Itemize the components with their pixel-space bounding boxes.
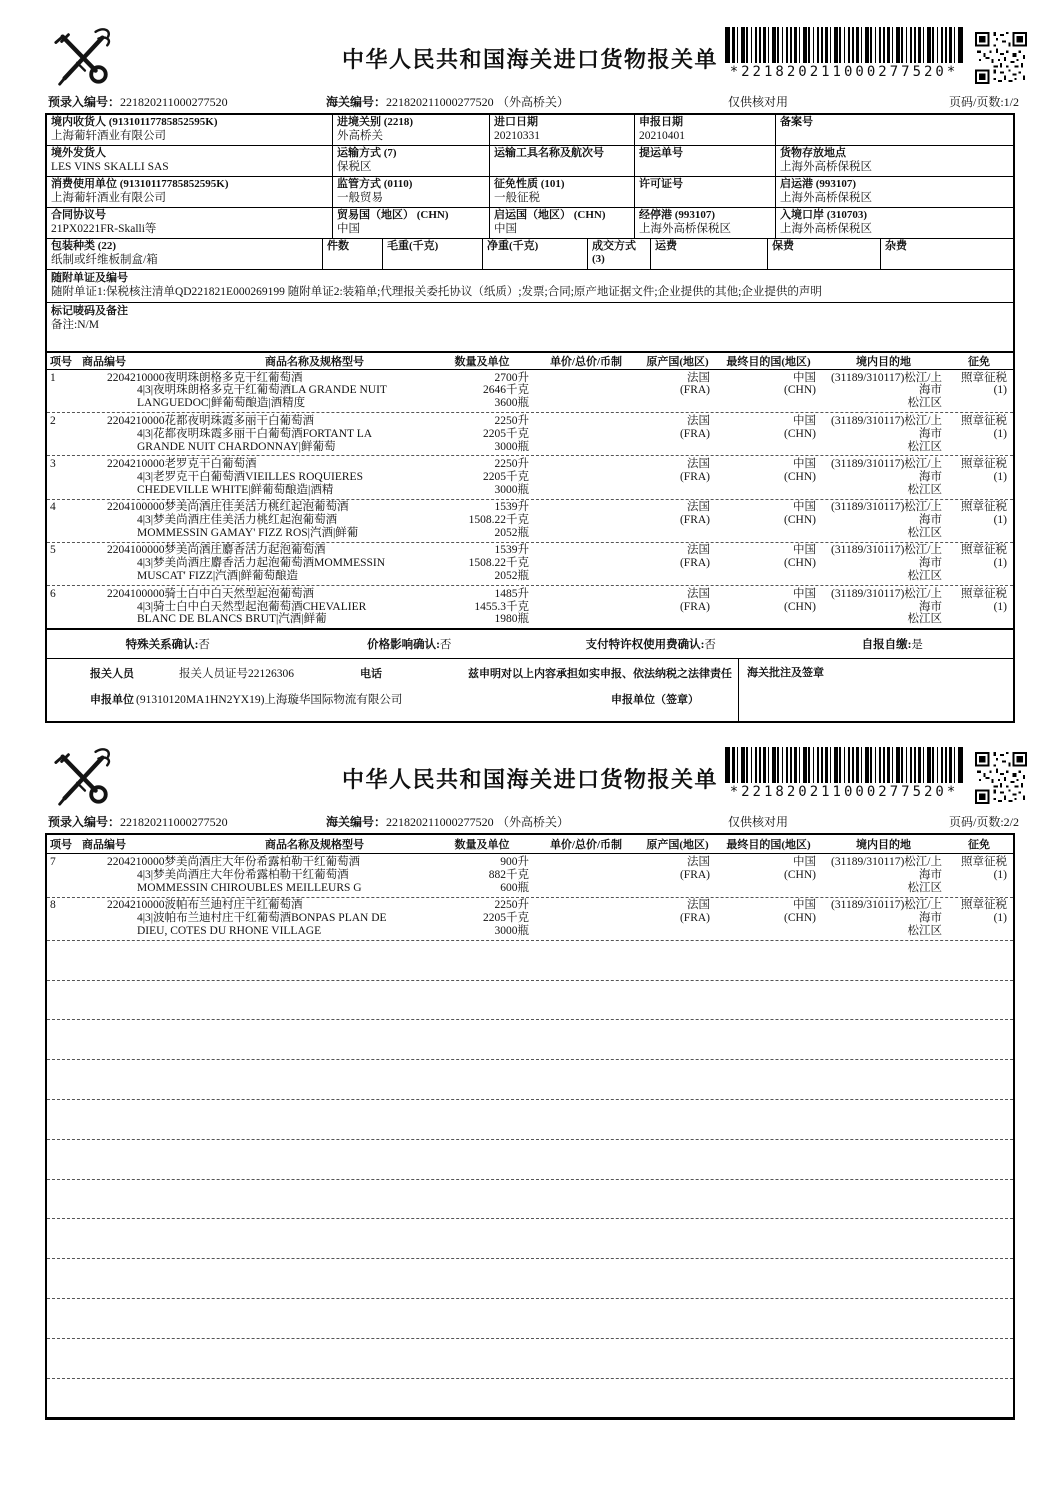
item-origin-country: 法国 (FRA) [679, 414, 710, 440]
item-code-name [82, 501, 432, 540]
customs-office: （外高桥关） [497, 95, 570, 109]
item-name-line2: 4|3|梦美尚酒庄大年份希露柏勒干红葡萄酒 [137, 868, 349, 881]
barcode-block [725, 27, 963, 80]
field-bill-no: 提运单号 [634, 146, 775, 176]
header-destination: 最终目的国(地区) [726, 839, 811, 852]
form-row-4 [47, 207, 1013, 238]
field-import-date: 进口日期 20210331 [489, 115, 634, 145]
field-declare-date: 申报日期 20210401 [634, 115, 775, 145]
field-pieces: 件数 [322, 239, 382, 269]
field-consumer-unit: 消费使用单位 (91310117785852595K) 上海葡轩酒业有限公司 [51, 178, 229, 204]
document-title: 中华人民共和国海关进口货物报关单 [341, 767, 719, 793]
item-domestic-destination: (31189/310117)松江/上海市 松江区 [831, 371, 942, 410]
empty-item-row [47, 980, 1013, 1020]
empty-item-row [47, 1218, 1013, 1258]
header-origin: 原产国(地区) [646, 839, 709, 852]
barcode-block [725, 747, 963, 800]
header-origin: 原产国(地区) [646, 356, 709, 368]
item-quantity: 1485升 1455.3千克 1980瓶 [474, 587, 529, 626]
item-name-line1: 波帕布兰迪村庄干红葡萄酒 [164, 899, 303, 912]
item-price [532, 544, 640, 583]
header-tax-mode: 征免 [968, 356, 990, 368]
items-list-page1 [47, 370, 1013, 628]
item-price [532, 415, 640, 454]
legal-statement: 兹申明对以上内容承担如实申报、依法纳税之法律责任 [468, 668, 732, 681]
header-hs-code: 商品编号 [82, 356, 126, 368]
declarant-label: 报关人员 [90, 668, 134, 681]
items-continuation-table [45, 833, 1015, 1420]
item-name-line3: BLANC DE BLANCS BRUT|汽酒|鲜葡 [137, 613, 327, 626]
barcode-text: *221820211000277520* [729, 64, 959, 80]
item-name-line1: 梦美尚酒庄大年份希露柏勒干红葡萄酒 [164, 855, 360, 868]
item-tax-mode: 照章征税 (1) [961, 371, 1007, 397]
item-origin-country: 法国 (FRA) [679, 899, 710, 924]
qr-code-icon [975, 32, 1027, 84]
item-destination-country: 中国 (CHN) [784, 414, 816, 440]
item-price [532, 501, 640, 540]
item-row [47, 499, 1013, 542]
item-name-line2: 4|3|老罗克干白葡萄酒VIEILLES ROQUIERES [137, 470, 363, 483]
item-origin-country: 法国 (FRA) [679, 501, 710, 527]
item-name-line3: CHEDEVILLE WHITE|鲜葡萄酿造|酒精 [137, 483, 334, 496]
header-quantity: 数量及单位 [454, 356, 510, 368]
empty-item-row [47, 1258, 1013, 1298]
item-name-line3: DIEU, COTES DU RHONE VILLAGE [137, 924, 322, 937]
item-price [532, 856, 640, 895]
item-tax-mode: 照章征税 (1) [961, 544, 1007, 570]
empty-item-row [47, 1378, 1013, 1418]
document-header [45, 745, 1015, 813]
field-entry-port: 入境口岸 (310703) 上海外高桥保税区 [775, 208, 1013, 238]
field-departure-port: 启运港 (993107) 上海外高桥保税区 [775, 177, 1013, 207]
field-misc-fees: 杂费 [880, 239, 1013, 269]
header-item-no: 项号 [50, 356, 72, 368]
item-code-name [82, 372, 432, 411]
header-name-spec: 商品名称及规格型号 [265, 839, 364, 852]
item-tax-mode: 照章征税 (1) [961, 414, 1007, 440]
item-no: 4 [50, 501, 56, 514]
customs-endorsement-section [739, 659, 1013, 721]
empty-item-row [47, 940, 1013, 980]
declarant-section [47, 659, 739, 721]
item-no: 8 [50, 899, 56, 912]
empty-item-row [47, 1298, 1013, 1338]
confirmation-row [47, 628, 1013, 658]
header-item-no: 项号 [50, 839, 72, 852]
field-attached-documents: 随附单证及编号 随附单证1:保税核注清单QD221821E000269199 随附单证2:装箱单;代理报关委托协议（纸质）;发票;合同;原产地证据文件;企业提供的其他;企业提供的声明 [47, 269, 1013, 302]
document-title: 中华人民共和国海关进口货物报关单 [341, 47, 719, 72]
barcode-text: *221820211000277520* [729, 784, 959, 801]
field-overseas-shipper: 境外发货人 LES VINS SKALLI SAS [51, 147, 169, 173]
item-name-line2: 4|3|波帕布兰迪村庄干红葡萄酒BONPAS PLAN DE [137, 911, 387, 924]
header-domestic-destination: 境内目的地 [856, 839, 911, 852]
items-table-header [47, 835, 1013, 854]
price-impact-confirm: 价格影响确认:否 [367, 639, 452, 652]
item-code-name [82, 856, 432, 895]
declaration-body [45, 113, 1015, 723]
field-record-no: 备案号 [775, 115, 1013, 145]
customs-emblem-icon [48, 746, 116, 808]
form-row-1 [47, 115, 1013, 145]
item-code-name [82, 415, 432, 454]
item-tax-mode: 照章征税 (1) [961, 855, 1007, 881]
document-header [45, 25, 1015, 93]
customs-emblem-icon [48, 26, 116, 88]
item-quantity: 2250升 2205千克 3000瓶 [483, 414, 529, 453]
item-row [47, 455, 1013, 498]
item-domestic-destination: (31189/310117)松江/上海市 松江区 [831, 544, 942, 583]
item-no: 2 [50, 414, 56, 427]
declaring-agent: 申报单位 (91310120MA1HN2YX19)上海璇华国际物流有限公司 [90, 694, 403, 707]
item-hs-code: 2204100000 [107, 587, 165, 600]
item-hs-code: 2204210000 [107, 371, 165, 384]
item-hs-code: 2204100000 [107, 501, 165, 514]
prerecord-no: 预录入编号：221820211000277520 [48, 95, 228, 109]
item-row [47, 897, 1013, 940]
item-name-line2: 4|3|骑士白中白天然型起泡葡萄酒CHEVALIER [137, 600, 367, 613]
field-tax-nature: 征免性质 (101) 一般征税 [489, 177, 634, 207]
item-name-line1: 老罗克干白葡萄酒 [164, 457, 257, 470]
item-name-line3: LANGUEDOC|鲜葡萄酿造|酒精度 [137, 397, 306, 410]
item-tax-mode: 照章征税 (1) [961, 501, 1007, 527]
check-note: 仅供核对用 [728, 815, 789, 830]
meta-line-page1 [45, 93, 1019, 113]
item-quantity: 1539升 1508.22千克 2052瓶 [468, 544, 529, 583]
item-name-line2: 4|3|夜明珠朗格多克干红葡萄酒LA GRANDE NUIT [137, 384, 387, 397]
item-domestic-destination: (31189/310117)松江/上海市 松江区 [831, 457, 942, 496]
item-quantity: 2700升 2646千克 3600瓶 [483, 371, 529, 410]
empty-item-row [47, 1019, 1013, 1059]
item-name-line1: 梦美尚酒庄麝香活力起泡葡萄酒 [164, 544, 326, 557]
field-transaction-mode: 成交方式 (3) [587, 239, 650, 269]
header-price: 单价/总价/币制 [549, 839, 623, 852]
item-origin-country: 法国 (FRA) [679, 457, 710, 483]
item-hs-code: 2204210000 [107, 855, 165, 868]
empty-item-row [47, 1179, 1013, 1219]
header-hs-code: 商品编号 [82, 839, 126, 852]
item-name-line1: 骑士白中白天然型起泡葡萄酒 [164, 587, 314, 600]
item-destination-country: 中国 (CHN) [784, 587, 816, 613]
item-quantity: 900升 882千克 600瓶 [488, 855, 529, 894]
item-no: 5 [50, 544, 56, 557]
form-row-2 [47, 145, 1013, 176]
page-number: 页码/页数:2/2 [948, 815, 1019, 830]
items-list-page2 [47, 854, 1013, 939]
item-destination-country: 中国 (CHN) [784, 457, 816, 483]
field-contract-no: 合同协议号 21PX0221FR-Skalli等 [51, 209, 157, 235]
empty-item-row [47, 1338, 1013, 1378]
item-quantity: 2250升 2205千克 3000瓶 [483, 457, 529, 496]
header-name-spec: 商品名称及规格型号 [265, 356, 364, 368]
item-code-name [82, 544, 432, 583]
item-origin-country: 法国 (FRA) [679, 371, 710, 397]
field-insurance: 保费 [767, 239, 880, 269]
item-no: 7 [50, 855, 56, 868]
item-domestic-destination: (31189/310117)松江/上海市 松江区 [831, 855, 942, 894]
item-name-line1: 梦美尚酒庄佳美活力桃红起泡葡萄酒 [164, 501, 349, 514]
item-code-name [82, 458, 432, 497]
royalty-fee-confirm: 支付特许权使用费确认:否 [585, 639, 716, 652]
header-quantity: 数量及单位 [454, 839, 510, 852]
declaration-footer [47, 658, 1013, 721]
customs-no: 海关编号：221820211000277520 [326, 815, 494, 830]
agent-seal-label: 申报单位（签章） [611, 694, 699, 707]
field-trade-country: 贸易国（地区） (CHN) 中国 [332, 208, 489, 238]
item-price [532, 899, 640, 938]
prerecord-no: 预录入编号：221820211000277520 [48, 815, 228, 830]
item-row [47, 412, 1013, 455]
item-name-line2: 4|3|梦美尚酒庄佳美活力桃红起泡葡萄酒 [137, 514, 338, 527]
item-tax-mode: 照章征税 (1) [961, 457, 1007, 483]
customs-no: 海关编号：221820211000277520 [326, 95, 494, 109]
item-no: 3 [50, 457, 56, 470]
field-storage-place: 货物存放地点 上海外高桥保税区 [775, 146, 1013, 176]
declarant-cert-no: 报关人员证号22126306 [179, 668, 294, 681]
item-name-line3: MUSCAT' FIZZ|汽酒|鲜葡萄酿造 [137, 570, 298, 583]
item-quantity: 1539升 1508.22千克 2052瓶 [468, 501, 529, 539]
barcode [725, 27, 963, 63]
empty-rows-area [47, 940, 1013, 1418]
item-origin-country: 法国 (FRA) [679, 544, 710, 570]
form-row-3 [47, 176, 1013, 207]
field-package-type: 包装种类 (22) 纸制或纤维板制盒/箱 [51, 240, 158, 266]
barcode [725, 747, 963, 783]
field-gross-weight: 毛重(千克) [382, 239, 482, 269]
item-name-line2: 4|3|梦美尚酒庄麝香活力起泡葡萄酒MOMMESSIN [137, 557, 386, 570]
item-code-name [82, 588, 432, 627]
field-transport-name: 运输工具名称及航次号 [489, 146, 634, 176]
item-row [47, 585, 1013, 628]
empty-item-row [47, 1139, 1013, 1179]
header-destination: 最终目的国(地区) [726, 356, 811, 368]
item-price [532, 588, 640, 627]
item-name-line1: 花都夜明珠霞多丽干白葡萄酒 [164, 414, 314, 427]
self-declaration-confirm: 自报自缴:是 [861, 639, 923, 652]
field-entry-customs: 进境关别 (2218) 外高桥关 [332, 115, 489, 145]
page-number: 页码/页数:1/2 [948, 95, 1019, 109]
field-departure-country: 启运国（地区） (CHN) 中国 [489, 208, 634, 238]
item-name-line3: GRANDE NUIT CHARDONNAY|鲜葡萄 [137, 440, 336, 453]
phone-label: 电话 [360, 668, 382, 681]
item-destination-country: 中国 (CHN) [784, 855, 816, 881]
items-table-header [47, 351, 1013, 370]
item-destination-country: 中国 (CHN) [784, 371, 816, 397]
item-origin-country: 法国 (FRA) [679, 587, 710, 613]
item-row [47, 854, 1013, 896]
item-domestic-destination: (31189/310117)松江/上海市 松江区 [831, 501, 942, 539]
item-hs-code: 2204210000 [107, 899, 165, 912]
item-destination-country: 中国 (CHN) [784, 544, 816, 570]
check-note: 仅供核对用 [728, 95, 789, 109]
header-price: 单价/总价/币制 [549, 356, 623, 368]
customs-office: （外高桥关） [497, 815, 570, 830]
item-price [532, 372, 640, 411]
field-net-weight: 净重(千克) [482, 239, 587, 269]
item-name-line2: 4|3|花都夜明珠霞多丽干白葡萄酒FORTANT LA [137, 427, 373, 440]
special-relation-confirm: 特殊关系确认:否 [125, 639, 210, 652]
declaration-page-1 [45, 25, 1019, 723]
item-no: 6 [50, 587, 56, 600]
field-transport-mode: 运输方式 (7) 保税区 [332, 146, 489, 176]
field-consignee: 境内收货人 (91310117785852595K) 上海葡轩酒业有限公司 [51, 116, 218, 142]
item-origin-country: 法国 (FRA) [679, 855, 710, 881]
declaration-page-2 [45, 745, 1019, 1420]
item-name-line3: MOMMESSIN GAMAY' FIZZ ROS|汽酒|鲜葡 [137, 526, 359, 539]
form-row-5 [47, 238, 1013, 269]
item-name-line3: MOMMESSIN CHIROUBLES MEILLEURS G [137, 881, 362, 894]
empty-item-row [47, 1099, 1013, 1139]
item-tax-mode: 照章征税 (1) [961, 587, 1007, 613]
field-marks-remarks: 标记唛码及备注 备注:N/M [47, 302, 1013, 351]
item-code-name [82, 899, 432, 938]
qr-code-icon [975, 752, 1027, 804]
item-tax-mode: 照章征税 (1) [961, 899, 1007, 924]
item-domestic-destination: (31189/310117)松江/上海市 松江区 [831, 587, 942, 626]
field-stopover-port: 经停港 (993107) 上海外高桥保税区 [634, 208, 775, 238]
item-row [47, 542, 1013, 585]
item-domestic-destination: (31189/310117)松江/上海市 松江区 [831, 414, 942, 453]
field-supervision-mode: 监管方式 (0110) 一般贸易 [332, 177, 489, 207]
item-quantity: 2250升 2205千克 3000瓶 [483, 899, 529, 937]
item-hs-code: 2204210000 [107, 414, 165, 427]
header-tax-mode: 征免 [968, 839, 990, 852]
header-domestic-destination: 境内目的地 [856, 356, 911, 368]
field-freight: 运费 [650, 239, 767, 269]
item-name-line1: 夜明珠朗格多克干红葡萄酒 [164, 371, 303, 384]
item-domestic-destination: (31189/310117)松江/上海市 松江区 [831, 899, 942, 937]
meta-line-page2 [45, 813, 1019, 833]
item-no: 1 [50, 371, 56, 384]
customs-endorsement-label: 海关批注及签章 [747, 667, 824, 680]
item-hs-code: 2204100000 [107, 544, 165, 557]
item-row [47, 370, 1013, 412]
empty-item-row [47, 1059, 1013, 1099]
item-price [532, 458, 640, 497]
item-destination-country: 中国 (CHN) [784, 501, 816, 527]
field-license-no: 许可证号 [634, 177, 775, 207]
item-hs-code: 2204210000 [107, 457, 165, 470]
item-destination-country: 中国 (CHN) [784, 899, 816, 924]
